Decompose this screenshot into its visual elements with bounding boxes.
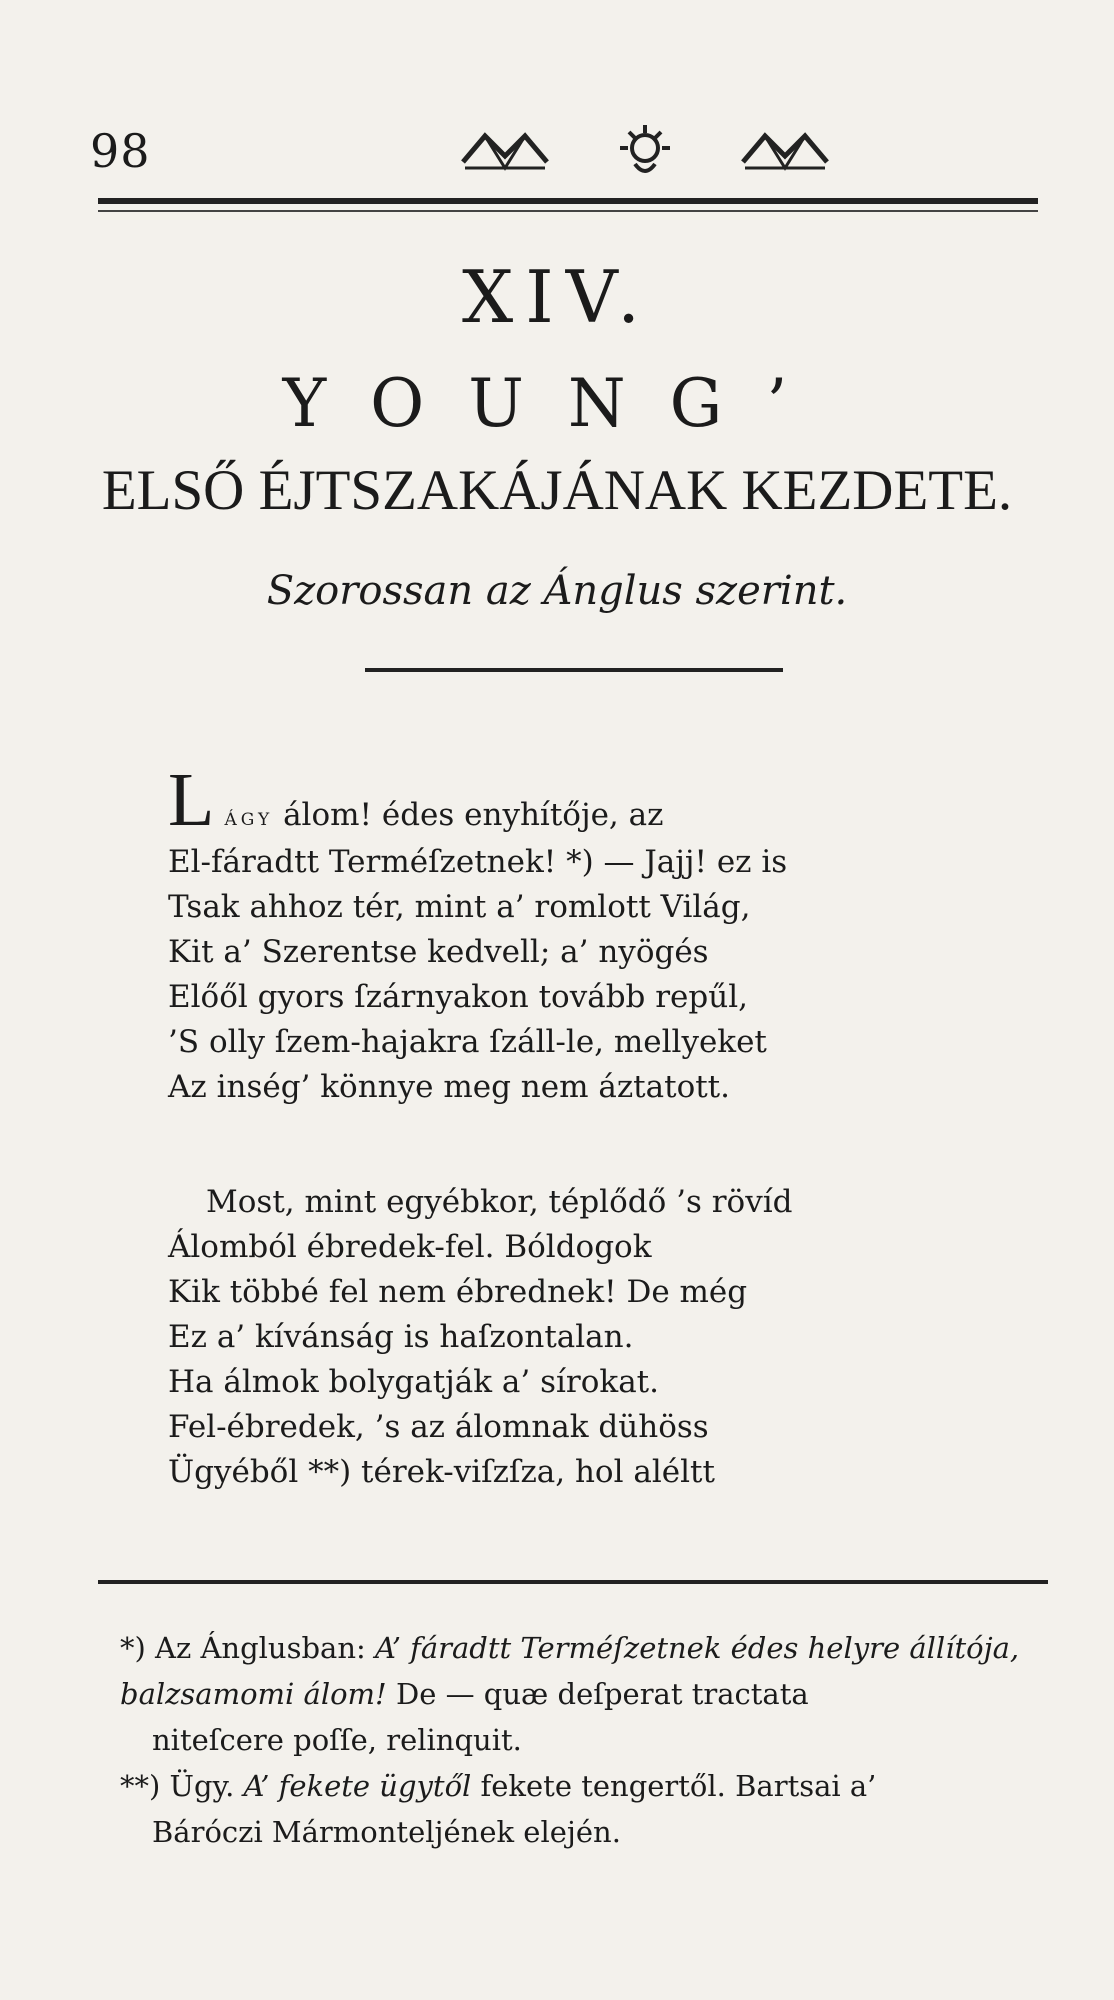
verse-line: Most, mint egyébkor, téplődő ’s rövíd: [206, 1184, 793, 1220]
verse-line: [168, 758, 1048, 842]
header-ornaments: [455, 120, 835, 180]
footnote-italic: A’ fekete ügytől: [243, 1769, 472, 1803]
verse-line: Előől gyors ſzárnyakon tovább repűl,: [168, 979, 748, 1015]
footnote-2-continued: Báróczi Mármonteljének elején.: [152, 1815, 621, 1849]
verse-line: El-fáradtt Terméſzetnek! *) — Jajj! ez is: [168, 844, 788, 880]
verse-line: Álomból ébredek-fel. Bóldogok: [168, 1229, 652, 1265]
footnote-marker: *) Az Ánglusban:: [120, 1631, 366, 1665]
footnote-marker: **) Ügy.: [120, 1769, 235, 1803]
verse-line: Ügyéből **) térek-viſzſza, hol aléltt: [168, 1454, 715, 1490]
verse-line: Tsak ahhoz tér, mint a’ romlott Világ,: [168, 889, 751, 925]
verse-line: Kit a’ Szerentse kedvell; a’ nyögés: [168, 934, 709, 970]
page-header: [90, 110, 1040, 190]
ornament-left-icon: [455, 122, 555, 178]
verse-line: Ez a’ kívánság is haſzontalan.: [168, 1319, 634, 1355]
footnote-text: De — quæ deſperat tractata: [395, 1677, 809, 1711]
chapter-heading: ELSŐ ÉJTSZAKÁJÁNAK KEZDETE.: [101, 459, 1013, 522]
ornament-right-icon: [735, 122, 835, 178]
verse-line: Kik többé fel nem ébrednek! De még: [168, 1274, 748, 1310]
footnote-italic: A’ fáradtt Terméſzetnek édes helyre állítója, balzsamomi álom!: [120, 1631, 1020, 1711]
small-caps-word: ágy: [224, 803, 274, 831]
page-number: 98: [90, 124, 151, 178]
verse-line: Fel-ébredek, ’s az álomnak dühöss: [168, 1409, 709, 1445]
chapter-numeral: XIV.: [462, 255, 652, 339]
verse-line: Ha álmok bolygatják a’ sírokat.: [168, 1364, 659, 1400]
footnote-1: [120, 1625, 1050, 1717]
footnote-1-continued: niteſcere poſſe, relinquit.: [152, 1723, 522, 1757]
verse-stanza-2: [168, 1180, 1048, 1495]
header-rule-thin: [98, 210, 1038, 212]
title-rule: [365, 668, 783, 672]
footnote-text: fekete tengertől. Bartsai a’: [480, 1769, 877, 1803]
header-rule: [98, 198, 1038, 204]
ornament-center-icon: [595, 122, 695, 178]
verse-stanza-1: [168, 758, 1048, 1110]
footnote-rule: [98, 1580, 1048, 1584]
footnote-2: [120, 1763, 1050, 1809]
footnotes: [120, 1625, 1050, 1855]
verse-line: Az inség’ könnye meg nem áztatott.: [168, 1069, 730, 1105]
verse-line: ’S olly ſzem-hajakra ſzáll-le, mellyeket: [168, 1024, 767, 1060]
chapter-author: YOUNG’: [282, 365, 832, 442]
drop-cap: L: [168, 758, 215, 842]
verse-line-text: álom! édes enyhítője, az: [283, 797, 664, 833]
chapter-subtitle: Szorossan az Ánglus szerint.: [266, 568, 848, 614]
